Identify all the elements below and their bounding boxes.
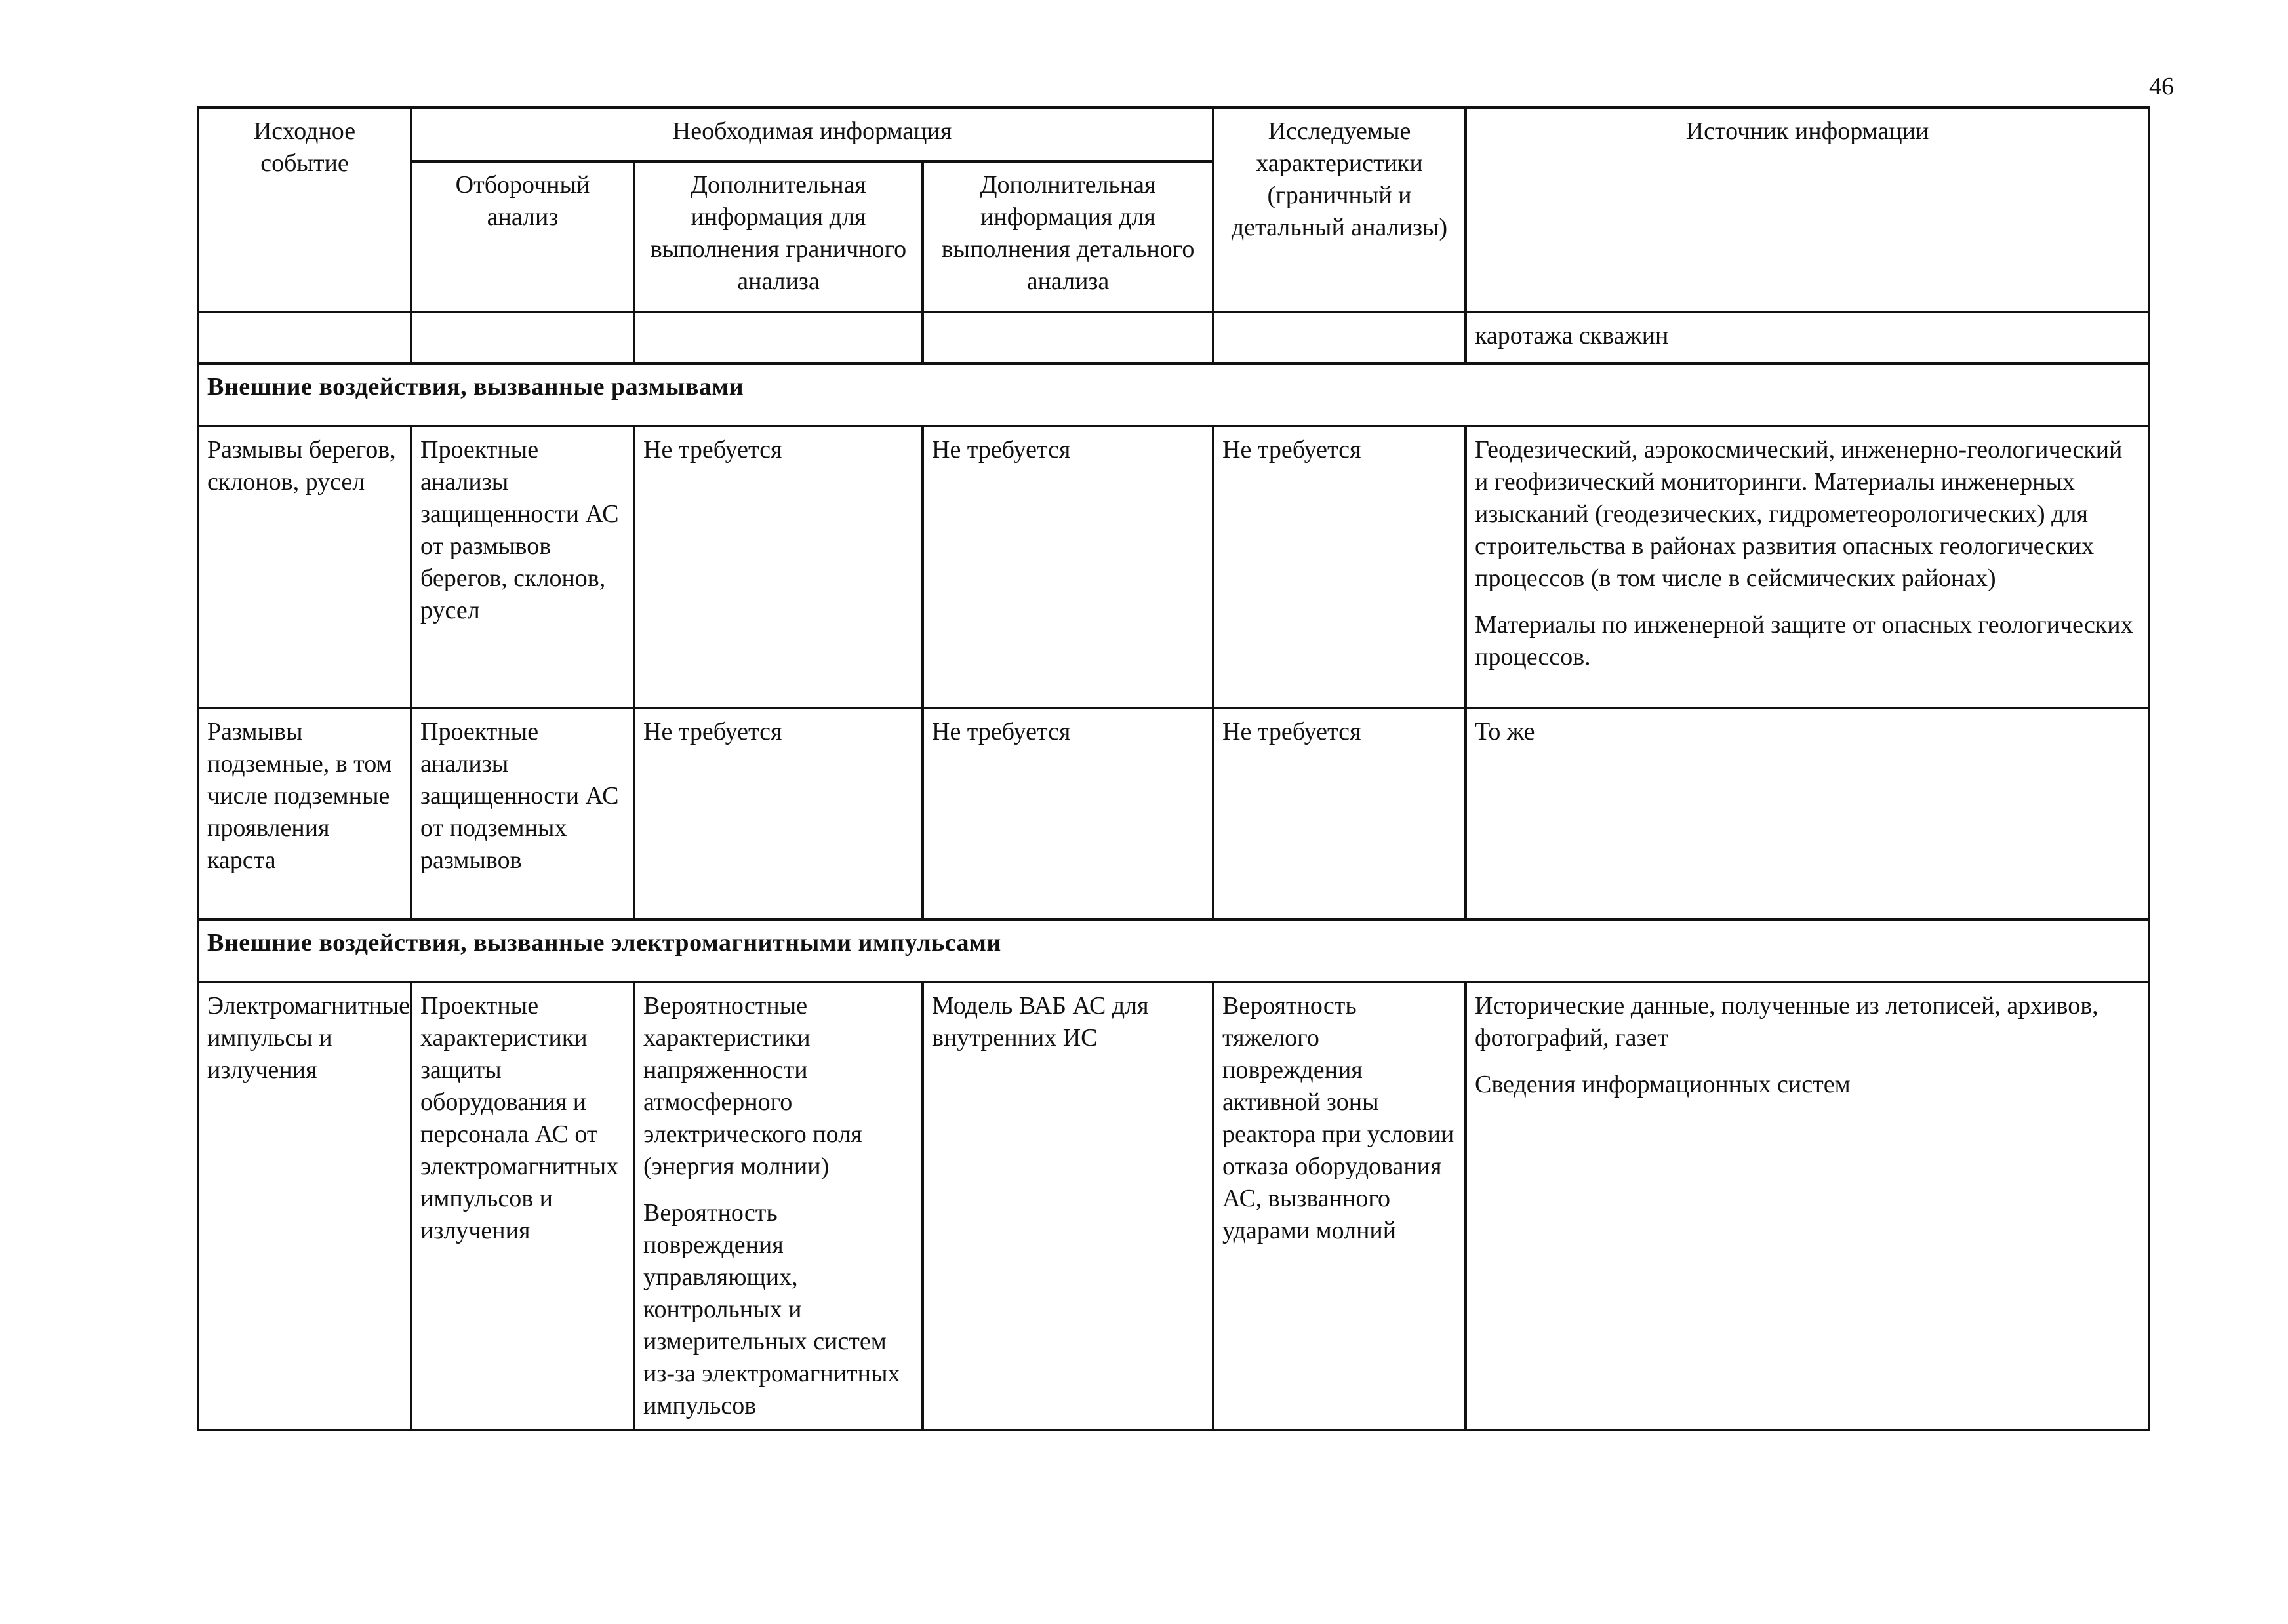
cell-bounding: Не требуется — [634, 708, 923, 919]
table-row — [198, 982, 2149, 1430]
header-screening: Отборочный анализ — [411, 161, 634, 312]
cell-screening: Проектные характеристики защиты оборудования и персонала АС от электромагнитных импульсов и излучения — [411, 982, 634, 1430]
cell-source: То же — [1466, 708, 2149, 919]
cell-screening: Проектные анализы защищенности АС от подземных размывов — [411, 708, 634, 919]
header-required-info: Необходимая информация — [411, 108, 1213, 161]
table-row — [198, 708, 2149, 919]
header-source: Источник информации — [1466, 108, 2149, 312]
header-additional-detailed: Дополнительная информация для выполнения детального анализа — [923, 161, 1213, 312]
cell-detailed: Не требуется — [923, 708, 1213, 919]
continuation-row — [198, 312, 2149, 363]
page-number: 46 — [2149, 73, 2174, 100]
section-title: Внешние воздействия, вызванные электромагнитными импульсами — [198, 919, 2149, 982]
cell-source: Геодезический, аэрокосмический, инженерно-геологический и геофизический мониторинги. Материалы инженерных изысканий (геодезических, гидрометеорологических) для строительства в районах развития опасных геологических процессов (в том числе в сейсмических районах) Материалы по инженерной защите от опасных геологических процессов. — [1466, 426, 2149, 708]
section-title: Внешние воздействия, вызванные размывами — [198, 363, 2149, 426]
cell-bounding: Вероятностные характеристики напряженности атмосферного электрического поля (энергия молнии) Вероятность повреждения управляющих, контрольных и измерительных систем из-за электромагнитных импульсов — [634, 982, 923, 1430]
header-source-event: Исходное событие — [198, 108, 411, 312]
cell-investigated: Не требуется — [1213, 708, 1466, 919]
cell-investigated: Не требуется — [1213, 426, 1466, 708]
cell-screening: Проектные анализы защищенности АС от размывов берегов, склонов, русел — [411, 426, 634, 708]
section-header — [198, 919, 2149, 982]
information-table — [197, 106, 2150, 1431]
header-additional-bounding: Дополнительная информация для выполнения граничного анализа — [634, 161, 923, 312]
section-header — [198, 363, 2149, 426]
cell-investigated: Вероятность тяжелого повреждения активной зоны реактора при условии отказа оборудования АС, вызванного ударами молний — [1213, 982, 1466, 1430]
cell-source: Исторические данные, полученные из летописей, архивов, фотографий, газет Сведения информационных систем — [1466, 982, 2149, 1430]
header-investigated: Исследуемые характеристики (граничный и детальный анализы) — [1213, 108, 1466, 312]
cell-bounding: Не требуется — [634, 426, 923, 708]
table-row — [198, 426, 2149, 708]
cell-event: Размывы подземные, в том числе подземные проявления карста — [198, 708, 411, 919]
cell-detailed: Модель ВАБ АС для внутренних ИС — [923, 982, 1213, 1430]
cell-detailed: Не требуется — [923, 426, 1213, 708]
cell-event: Электромагнитные импульсы и излучения — [198, 982, 411, 1430]
cell-event: Размывы берегов, склонов, русел — [198, 426, 411, 708]
continuation-source: каротажа скважин — [1466, 312, 2149, 363]
